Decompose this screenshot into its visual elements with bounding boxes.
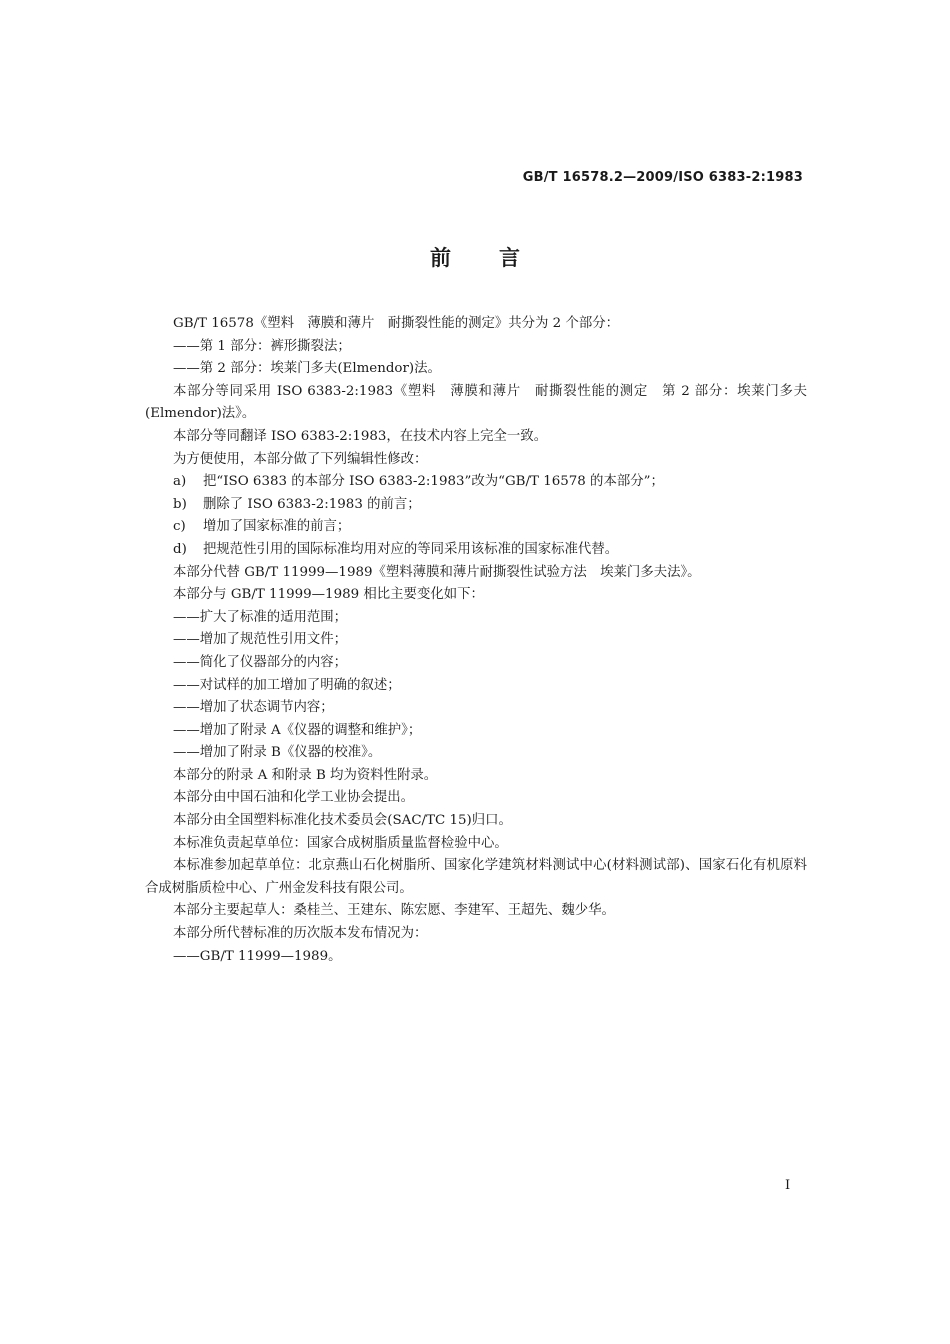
paragraph-drafting-unit: 本标准负责起草单位：国家合成树脂质量监督检验中心。 [173, 835, 508, 851]
document-body [145, 313, 807, 968]
paragraph-intro: GB/T 16578《塑料 薄膜和薄片 耐撕裂性能的测定》共分为 2 个部分： [173, 316, 620, 331]
change-item: ——扩大了标准的适用范围； [173, 609, 348, 625]
part-1-item: ——第 1 部分：裤形撕裂法； [173, 338, 351, 354]
edit-item [145, 516, 807, 539]
paragraph-annexes: 本部分的附录 A 和附录 B 均为资料性附录。 [173, 767, 438, 783]
edit-item [145, 539, 807, 562]
page-title: 前言 [430, 246, 568, 270]
edit-item [145, 471, 807, 494]
edit-text: 增加了国家标准的前言； [203, 519, 351, 535]
edit-label: b) [173, 496, 187, 512]
paragraph-participating-units: 本标准参加起草单位：北京燕山石化树脂所、国家化学建筑材料测试中心(材料测试部)、国家石化有机原料合成树脂质检中心、广州金发科技有限公司。 [145, 858, 807, 896]
change-item: ——增加了规范性引用文件； [173, 632, 348, 648]
paragraph-committee: 本部分由全国塑料标准化技术委员会(SAC/TC 15)归口。 [173, 813, 512, 829]
change-item: ——增加了状态调节内容； [173, 700, 334, 716]
paragraph-edits-intro: 为方便使用，本部分做了下列编辑性修改： [173, 451, 428, 467]
paragraph-adoption: 本部分等同采用 ISO 6383-2:1983《塑料 薄膜和薄片 耐撕裂性能的测定 第 2 部分：埃莱门多夫(Elmendor)法》。 [145, 383, 807, 422]
part-2-item: ——第 2 部分：埃莱门多夫(Elmendor)法。 [173, 361, 441, 377]
edit-item [145, 494, 807, 517]
paragraph-proposer: 本部分由中国石油和化学工业协会提出。 [173, 790, 415, 806]
paragraph-changes-intro: 本部分与 GB/T 11999—1989 相比主要变化如下： [173, 587, 484, 603]
edit-label: d) [173, 541, 187, 557]
change-item: ——增加了附录 B《仪器的校准》。 [173, 745, 382, 761]
change-item: ——增加了附录 A《仪器的调整和维护》； [173, 722, 422, 738]
paragraph-replaces: 本部分代替 GB/T 11999—1989《塑料薄膜和薄片耐撕裂性试验方法 埃莱门多夫法》。 [173, 564, 701, 580]
standard-code: GB/T 16578.2—2009/ISO 6383-2:1983 [522, 170, 803, 185]
edit-text: 删除了 ISO 6383-2:1983 的前言； [203, 496, 421, 512]
page-number: I [785, 1178, 791, 1193]
history-item: ——GB/T 11999—1989。 [173, 948, 342, 964]
paragraph-drafters: 本部分主要起草人：桑桂兰、王建东、陈宏愿、李建军、王超先、魏少华。 [173, 903, 615, 919]
change-item: ——对试样的加工增加了明确的叙述； [173, 677, 401, 693]
paragraph-translation: 本部分等同翻译 ISO 6383-2:1983，在技术内容上完全一致。 [173, 428, 548, 444]
edit-label: a) [173, 474, 187, 490]
change-item: ——简化了仪器部分的内容； [173, 654, 348, 670]
edit-text: 把规范性引用的国际标准均用对应的等同采用该标准的国家标准代替。 [203, 541, 619, 557]
edit-text: 把“ISO 6383 的本部分 ISO 6383-2:1983”改为“GB/T 16578 的本部分”； [203, 474, 664, 490]
edit-label: c) [173, 519, 186, 535]
paragraph-history-intro: 本部分所代替标准的历次版本发布情况为： [173, 926, 428, 942]
